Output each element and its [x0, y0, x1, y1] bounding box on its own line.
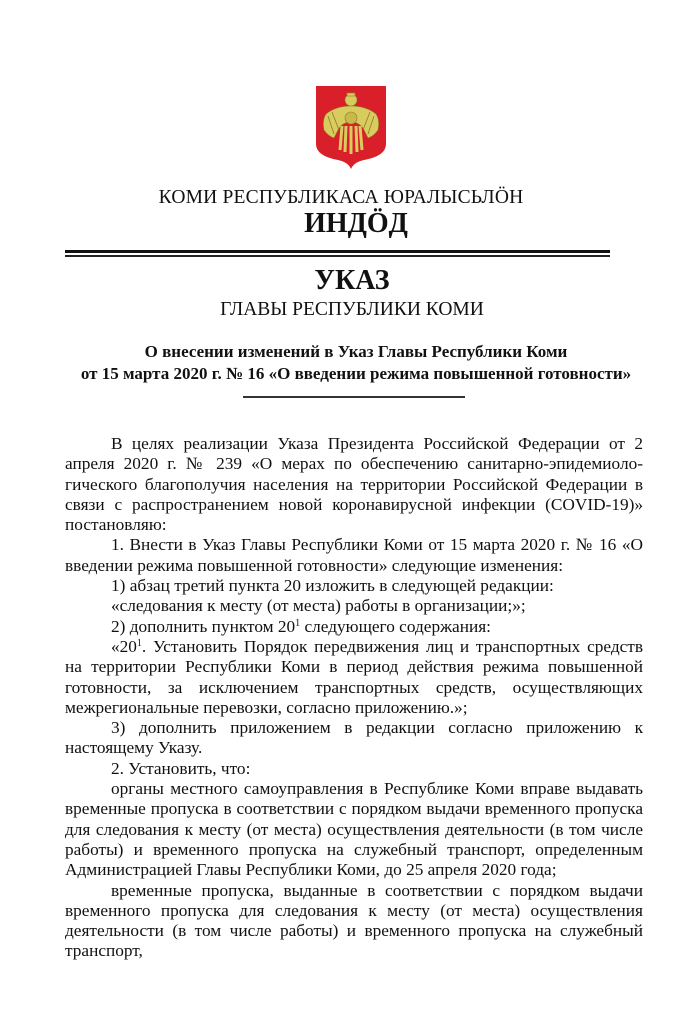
header-divider	[65, 250, 610, 257]
paragraph-quote-2: «$20^1$. Установить Порядок передвижения лиц и транспортных средств на территории Республики Коми в период действия режима повышенной готовности, за исключением транспортных средств, осуществляющих межрегиональные перевозки, согласно приложению.»;	[65, 636, 643, 717]
document-type-title: УКАЗ	[314, 265, 390, 296]
heading-underline	[243, 396, 465, 398]
paragraph-quote-1: «следования к месту (от места) работы в организации;»;	[111, 596, 526, 616]
document-heading	[0, 341, 682, 385]
paragraph-preamble: В целях реализации Указа Президента Российской Федерации от 2 апреля 2020 г. № 239 «О мерах по обеспечению санитарно-эпидемиоло-гического благополучия населения на территории Российской Федерации в связи с распространением новой коронавирусной инфекции (COVID-19)» постановляю:	[65, 434, 643, 535]
heading-line-1: О внесении изменений в Указ Главы Республики Коми	[144, 342, 568, 361]
paragraph-item-2: 2. Установить, что:	[111, 758, 251, 778]
paragraph-item-2-a: органы местного самоуправления в Республике Коми вправе выдавать временные пропуска в соответствии с порядком выдачи временного пропуска для следования к месту (от места) осуществления деятельности (в том числе работы) и временного пропуска на служебный транспорт, определенным Администрацией Главы Республики Коми, до 25 апреля 2020 года;	[65, 779, 643, 880]
republic-name-komi: КОМИ РЕСПУБЛИКАСА ЮРАЛЫСЬЛӦН	[158, 187, 524, 208]
paragraph-subitem-1: 1) абзац третий пункта 20 изложить в следующей редакции:	[111, 576, 554, 596]
heading-line-2: от 15 марта 2020 г. № 16 «О введении режима повышенной готовности»	[80, 364, 632, 383]
document-body	[65, 434, 643, 962]
paragraph-item-2-b: временные пропуска, выданные в соответствии с порядком выдачи временного пропуска для следования к месту (от места) осуществления деятельности (в том числе работы) и временного пропуска на служебный транспорт,	[65, 880, 643, 961]
paragraph-item-1: 1. Внести в Указ Главы Республики Коми от 15 марта 2020 г. № 16 «О введении режима повышенной готовности» следующие изменения:	[65, 535, 643, 575]
document-issuer: ГЛАВЫ РЕСПУБЛИКИ КОМИ	[220, 299, 484, 320]
komi-coat-of-arms-icon	[314, 84, 388, 170]
document-type-komi: ИНДӦД	[304, 208, 408, 239]
paragraph-subitem-2: 2) дополнить пунктом $20^1$ следующего содержания:	[111, 616, 491, 636]
paragraph-subitem-3: 3) дополнить приложением в редакции согласно приложению к настоящему Указу.	[65, 718, 643, 758]
